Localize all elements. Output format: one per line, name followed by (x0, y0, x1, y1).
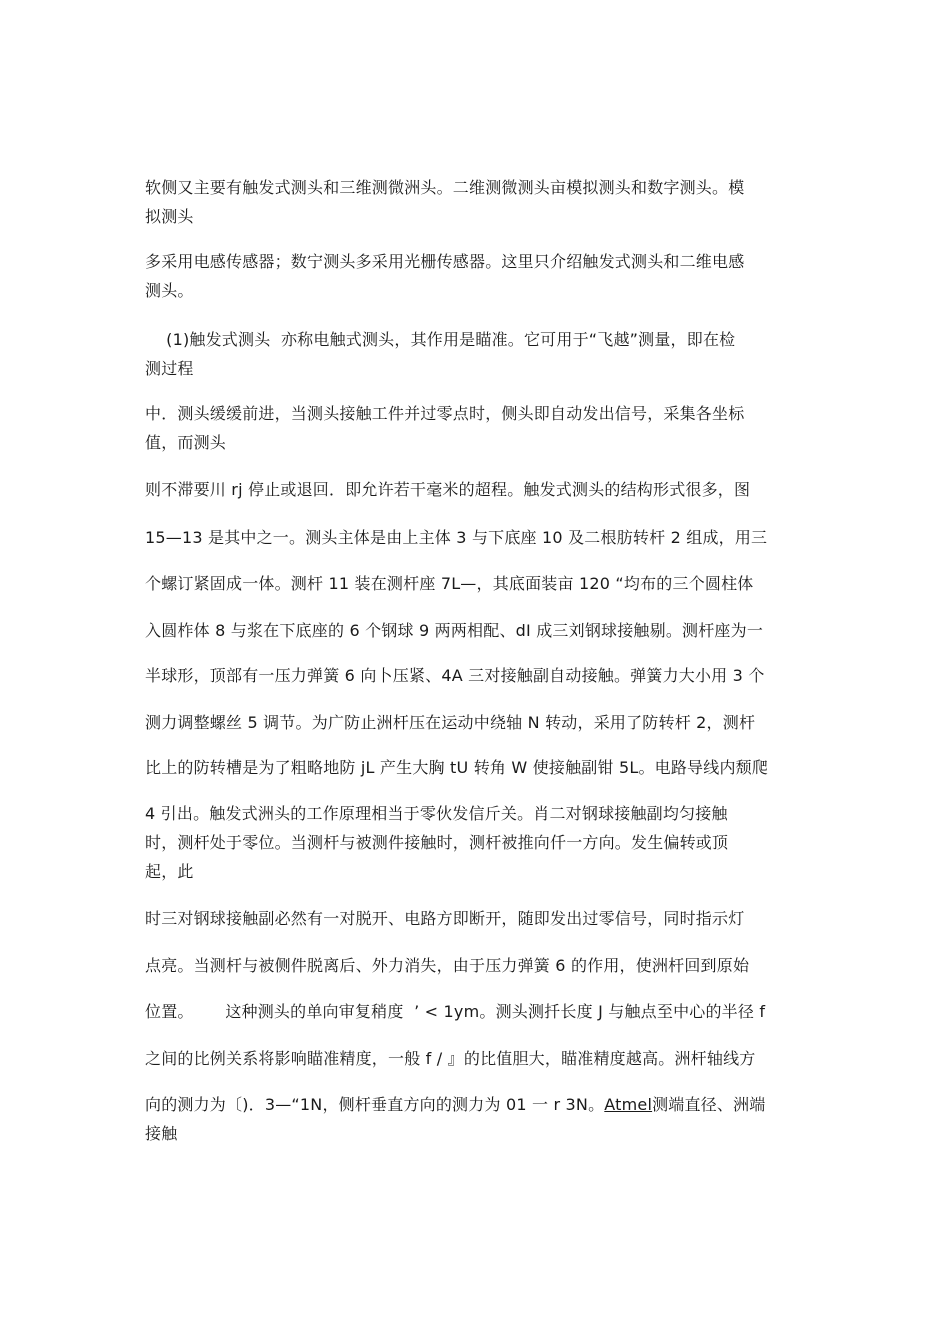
text-line: 值，而测头 (145, 433, 227, 452)
text-line: 时三对钢球接触副必然有一对脱开、电路方即断开，随即发出过零信号，同时指示灯 (145, 909, 745, 928)
text-segment: 测端直径、洲端 (652, 1095, 766, 1114)
text-line: 接触 (145, 1124, 178, 1143)
text-line: 软侧又主要有触发式测头和三维测微洲头。二维测微测头亩模拟测头和数字测头。模 (145, 178, 745, 197)
hyperlink-atmel[interactable]: Atmel (604, 1095, 653, 1114)
text-line: 测过程 (145, 359, 194, 378)
text-line: 测力调整螺丝 5 调节。为广防止洲杆压在运动中绕轴 N 转动，采用了防转杆 2，测杆 (145, 713, 756, 732)
text-line: 测头。 (145, 281, 194, 300)
text-line: 点亮。当测杆与被侧件脱离后、外力消失，由于压力弹簧 6 的作用，使洲杆回到原始 (145, 956, 750, 975)
text-line: 15—13 是其中之一。测头主体是由上主体 3 与下底座 10 及二根肪转杆 2 组成，用三 (145, 528, 768, 547)
text-segment: 向的测力为〔)．3—“1N，侧杆垂直方向的测力为 01 一 r 3N。 (145, 1095, 605, 1114)
text-line: 中．测头缓缓前进，当测头接触工件并过零点时，侧头即自动发出信号，采集各坐标 (145, 404, 745, 423)
text-line: 比上的防转槽是为了粗略地防 jL 产生大胸 tU 转角 W 使接触副钳 5L。电路导线内颓爬 (145, 758, 769, 777)
text-line: 个螺订紧固成一体。测杆 11 装在测杆座 7L—，其底面装亩 120 “均布的三个圆柱体 (145, 574, 754, 593)
text-line: 时，测杆处于零位。当测杆与被测件接触时，测杆被推向仟一方向。发生偏转或顶 (145, 833, 729, 852)
text-line: 半球形，顶部有一压力弹簧 6 向卜压紧、4A 三对接触副自动接触。弹簧力大小用 3 个 (145, 666, 765, 685)
text-line: 拟测头 (145, 207, 194, 226)
text-line: 则不滞要川 rj 停止或退回．即允许若干毫米的超程。触发式测头的结构形式很多，图 (145, 480, 751, 499)
text-line: (1)触发式测头 亦称电触式测头，其作用是瞄准。它可用于“飞越”测量，即在检 (145, 330, 736, 349)
text-line: 起，此 (145, 862, 194, 881)
text-line: 位置。 这种测头的单向审复稍度 ’ < 1ym。测头测扦长度 J 与触点至中心的半径 f (145, 1002, 766, 1021)
text-line: 之间的比例关系将影响瞄准精度，一般 f / 』的比值胆大，瞄准精度越高。洲杆轴线方 (145, 1049, 756, 1068)
text-line (145, 1090, 825, 1119)
paragraph-17 (145, 1032, 825, 1206)
text-line: 入圆柞体 8 与浆在下底座的 6 个钢球 9 两两相配、dI 成三刘钢球接触剔。测杆座为一 (145, 621, 764, 640)
text-line: 多采用电感传感器；数宁测头多采用光栅传感器。这里只介绍触发式测头和二维电感 (145, 252, 745, 271)
text-line: 4 引出。触发式洲头的工作原理相当于零伙发信斤关。肖二对钢球接触副均匀接触 (145, 804, 728, 823)
